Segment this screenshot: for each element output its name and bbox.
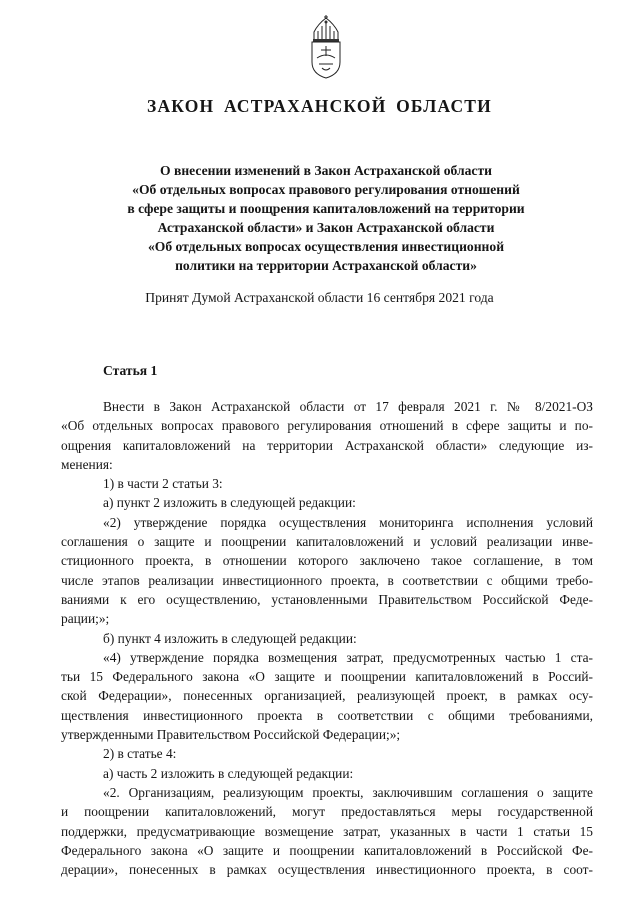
body-line: Федерального закона «О защите и поощрении капиталовложений в Российской Фе- (61, 842, 593, 858)
body-line: а) пункт 2 изложить в следующей редакции: (103, 495, 356, 511)
body-line: 2) в статье 4: (103, 746, 177, 762)
body-line: рации;»; (61, 611, 110, 627)
document-subtitle (90, 161, 562, 275)
body-line: соглашения о защите и поощрении капиталовложений и условий реализации инве- (61, 534, 593, 550)
subtitle-line: Астраханской области» и Закон Астраханской области (157, 220, 495, 235)
document-title: ЗАКОН АСТРАХАНСКОЙ ОБЛАСТИ (147, 96, 492, 116)
article-heading: Статья 1 (103, 363, 158, 378)
body-line: б) пункт 4 изложить в следующей редакции: (103, 630, 357, 646)
astrakhan-coat-of-arms-icon (306, 14, 346, 80)
body-line: а) часть 2 изложить в следующей редакции: (103, 765, 354, 781)
subtitle-line: «Об отдельных вопросах правового регулирования отношений (132, 182, 520, 197)
article-body (61, 397, 593, 879)
subtitle-line: О внесении изменений в Закон Астраханской области (160, 163, 492, 178)
body-line: 1) в части 2 статьи 3: (103, 476, 223, 492)
body-line: «4) утверждение порядка возмещения затрат, предусмотренных частью 1 ста- (103, 649, 593, 665)
body-line: «2) утверждение порядка осуществления мониторинга исполнения условий (103, 514, 593, 530)
body-line: ществления инвестиционного проекта в соответствии с общими требованиями, (61, 707, 593, 723)
adoption-statement: Принят Думой Астраханской области 16 сентября 2021 года (145, 290, 494, 305)
body-line: ской Федерации», понесенных организацией, реализующей проект, в рамках осу- (61, 688, 593, 704)
body-line: стиционного проекта, в отношении которого заключено такое соглашение, в том (61, 553, 593, 569)
subtitle-line: «Об отдельных вопросах осуществления инвестиционной (147, 239, 505, 254)
body-line: утвержденными Правительством Российской Федерации;»; (61, 727, 401, 743)
body-line: ваниями к его осуществлению, установленными Правительством Российской Феде- (61, 591, 593, 607)
body-line: поддержки, предусматривающие возмещение затрат, указанных в части 1 статьи 15 (61, 823, 593, 839)
body-line: «Об отдельных вопросах правового регулирования отношений в сфере защиты и по- (61, 418, 593, 434)
subtitle-line: в сфере защиты и поощрения капиталовложений на территории (127, 201, 525, 216)
body-line: дерации», понесенных в рамках осуществления инвестиционного проекта, в соот- (61, 862, 593, 878)
body-line: «2. Организациям, реализующим проекты, заключившим соглашения о защите (103, 784, 593, 800)
body-line: и поощрении капиталовложений, могут предоставляться меры государственной (61, 804, 593, 820)
body-line: менения: (61, 456, 113, 472)
body-line: тьи 15 Федерального закона «О защите и поощрении капиталовложений в Россий- (61, 669, 593, 685)
subtitle-line: политики на территории Астраханской области» (175, 258, 477, 273)
body-line: ощрения капиталовложений на территории Астраханской области» следующие из- (61, 437, 593, 453)
body-line: Внести в Закон Астраханской области от 17 февраля 2021 г. № 8/2021-ОЗ (103, 399, 593, 414)
body-line: числе этапов реализации инвестиционного проекта, в соответствии с общими требо- (61, 572, 593, 588)
